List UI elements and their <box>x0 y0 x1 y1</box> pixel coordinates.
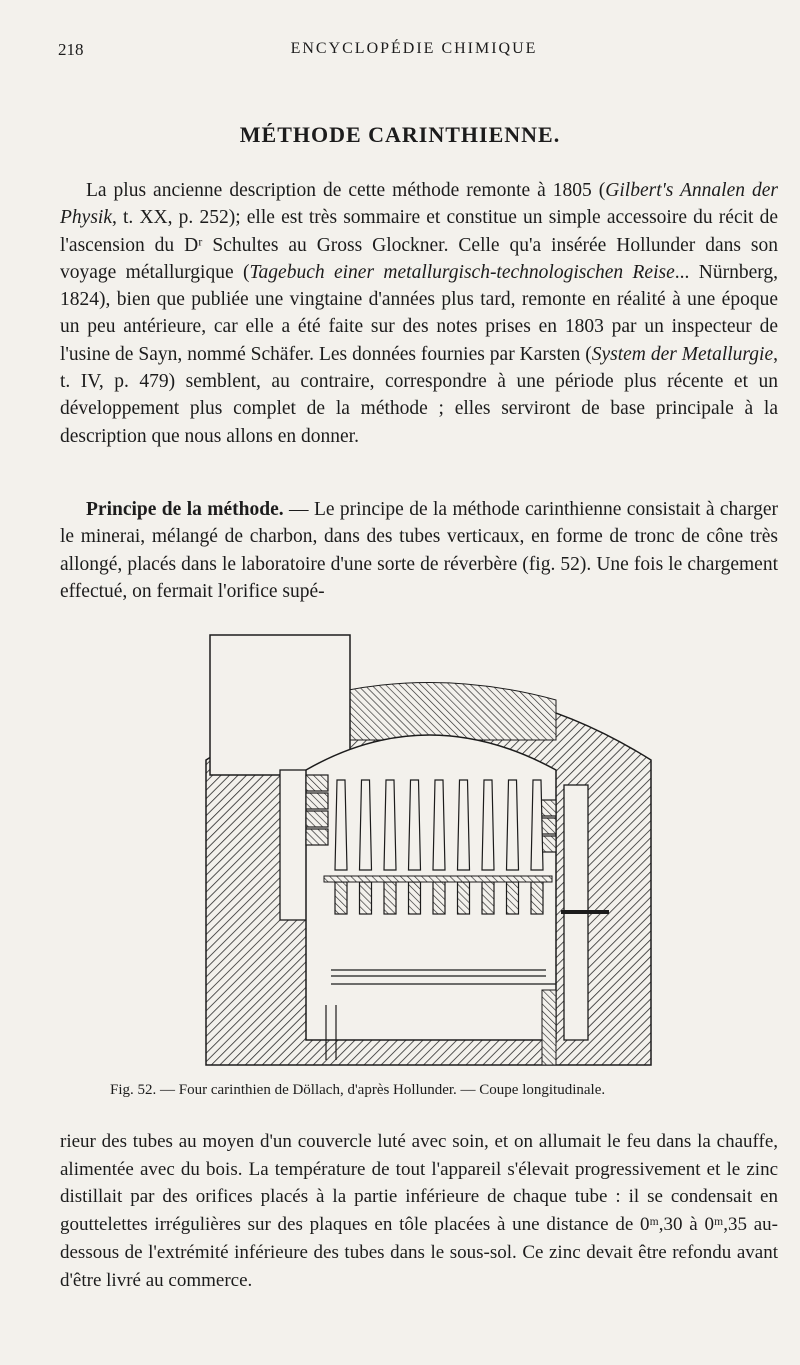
figure-caption: Fig. 52. — Four carinthien de Döllach, d'après Hollunder. — Coupe longitudinale. <box>110 1082 606 1098</box>
tube-base <box>482 882 494 914</box>
left-flue <box>280 770 308 920</box>
distillation-tube <box>482 780 494 870</box>
distillation-tube <box>409 780 421 870</box>
paragraph-principle <box>60 496 778 605</box>
text-run: ... Nürnberg, 1824), bien que publiée une vingtaine d'années plus tard, remonte en réalité à une époque un peu antérieure, car elle a été faite sur des notes prises en 1803 par un inspecteur de l'usine de Sayn, nommé Schäfer. Les données fournies par Karsten ( <box>60 261 778 365</box>
side-plate <box>561 910 609 914</box>
distillation-tubes <box>335 780 543 914</box>
citation-italic: Tagebuch einer metallurgisch-technologischen Reise <box>249 261 675 283</box>
distillation-tube <box>507 780 519 870</box>
chimney <box>210 635 350 775</box>
text-run: , t. XX, p. 252); elle est très sommaire et constitue un simple accessoire du récit de l'ascension du Dʳ Schultes au Gross Glockner. Celle qu'a insérée Hollunder dans son voyage métallurgique ( <box>60 207 778 283</box>
section-title: MÉTHODE CARINTHIENNE. <box>239 122 561 147</box>
tube-base <box>507 882 519 914</box>
tube-base <box>433 882 445 914</box>
text-run: — Le principe de la méthode carinthienne consistait à charger le minerai, mélangé de charbon, dans des tubes verticaux, en forme de tronc de cône très allongé, placés dans le laboratoire d'une sorte de réverbère (fig. 52). Une fois le chargement effectué, on fermait l'orifice supé- <box>60 499 779 602</box>
distillation-tube <box>531 780 543 870</box>
distillation-tube <box>433 780 445 870</box>
distillation-tube <box>360 780 372 870</box>
tube-base <box>409 882 421 914</box>
distillation-tube <box>384 780 396 870</box>
distillation-tube <box>458 780 470 870</box>
ash-pit-wall <box>542 990 556 1065</box>
running-head <box>58 40 770 64</box>
paragraph-intro <box>60 177 778 450</box>
page-number: 218 <box>58 40 84 59</box>
text-run: , t. IV, p. 479) semblent, au contraire, correspondre à une période plus récente et un développement plus complet de la méthode ; elles serviront de base principale à la description que nous allons en donner. <box>60 343 778 447</box>
text-run: La plus ancienne description de cette méthode remonte à 1805 ( <box>86 180 606 201</box>
citation-italic: Gilbert's Annalen der Physik <box>60 180 778 229</box>
run-in-heading: Principe de la méthode. <box>86 499 284 520</box>
paragraph-continuation: rieur des tubes au moyen d'un couvercle luté avec soin, et on allumait le feu dans la chauffe, alimentée avec du bois. La température de tout l'appareil s'élevait progressivement et le zinc distillait par des orifices placés à la partie inférieure de chaque tube : il se condensait en gouttelettes irrégulières sur des plaques en tôle placées à une distance de 0ᵐ,30 à 0ᵐ,35 au-dessous de l'extrémité inférieure des tubes dans le sous-sol. Ce zinc devait être refondu avant d'être livré au commerce. <box>60 1131 778 1291</box>
tube-base <box>335 882 347 914</box>
distillation-tube <box>335 780 347 870</box>
tube-base <box>360 882 372 914</box>
furnace-figure <box>196 630 666 1070</box>
running-title: ENCYCLOPÉDIE CHIMIQUE <box>290 40 538 57</box>
citation-italic: System der Metallurgie <box>591 343 774 365</box>
tube-base <box>531 882 543 914</box>
tube-base <box>458 882 470 914</box>
tube-base <box>384 882 396 914</box>
tube-support-bar <box>324 876 552 882</box>
